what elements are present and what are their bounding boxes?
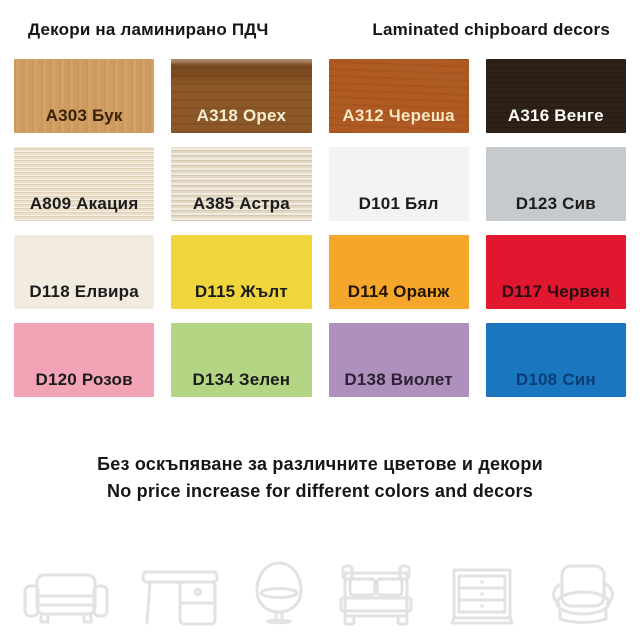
swatch-label: D134 Зелен: [192, 370, 291, 389]
swatch-label: A809 Акация: [29, 194, 139, 213]
swatch-D114: [329, 235, 469, 309]
swatch-D123: [486, 147, 626, 221]
page-title-bulgarian: Декори на ламинирано ПДЧ: [28, 20, 269, 39]
swatch-label: A385 Астра: [192, 194, 290, 213]
swatch-label: D115 Жълт: [194, 282, 288, 301]
swatch-label: A316 Венге: [507, 106, 604, 125]
swatch-label: D120 Розов: [35, 370, 133, 389]
swatch-A303: [14, 59, 154, 133]
swatch-label: D118 Елвира: [29, 282, 139, 301]
swatch-A318: [171, 59, 311, 133]
header: [0, 0, 640, 40]
furniture-icons-row: [0, 560, 640, 626]
sofa-icon: [22, 572, 110, 626]
swatch-A316: [486, 59, 626, 133]
swatch-label: A312 Череша: [342, 106, 455, 125]
swatch-A385: [171, 147, 311, 221]
swatch-A809: [14, 147, 154, 221]
swatch-D101: [329, 147, 469, 221]
desk-icon: [140, 568, 220, 626]
swatch-label: A318 Орех: [196, 106, 287, 125]
swatch-label: D114 Оранж: [347, 282, 450, 301]
swatch-A312: [329, 59, 469, 133]
swatch-label: D123 Сив: [515, 194, 596, 213]
swatch-label: D108 Син: [515, 370, 596, 389]
swatch-label: A303 Бук: [45, 106, 123, 125]
swatch-D118: [14, 235, 154, 309]
dresser-icon: [446, 566, 518, 626]
armchair-icon: [548, 564, 618, 626]
price-notice: [0, 451, 640, 505]
swatch-D108: [486, 323, 626, 397]
swatch-label: D138 Виолет: [344, 370, 453, 389]
page-title-english: Laminated chipboard decors: [372, 20, 610, 39]
price-notice-bulgarian: Без оскъпяване за различните цветове и декори: [97, 454, 543, 474]
swatch-D134: [171, 323, 311, 397]
decor-swatch-grid: [0, 59, 640, 397]
swatch-D117: [486, 235, 626, 309]
swatch-label: D117 Червен: [501, 282, 611, 301]
swatch-D138: [329, 323, 469, 397]
bed-icon: [337, 564, 415, 626]
egg-chair-icon: [251, 560, 307, 626]
swatch-D115: [171, 235, 311, 309]
swatch-D120: [14, 323, 154, 397]
price-notice-english: No price increase for different colors and decors: [107, 481, 533, 501]
swatch-label: D101 Бял: [358, 194, 439, 213]
